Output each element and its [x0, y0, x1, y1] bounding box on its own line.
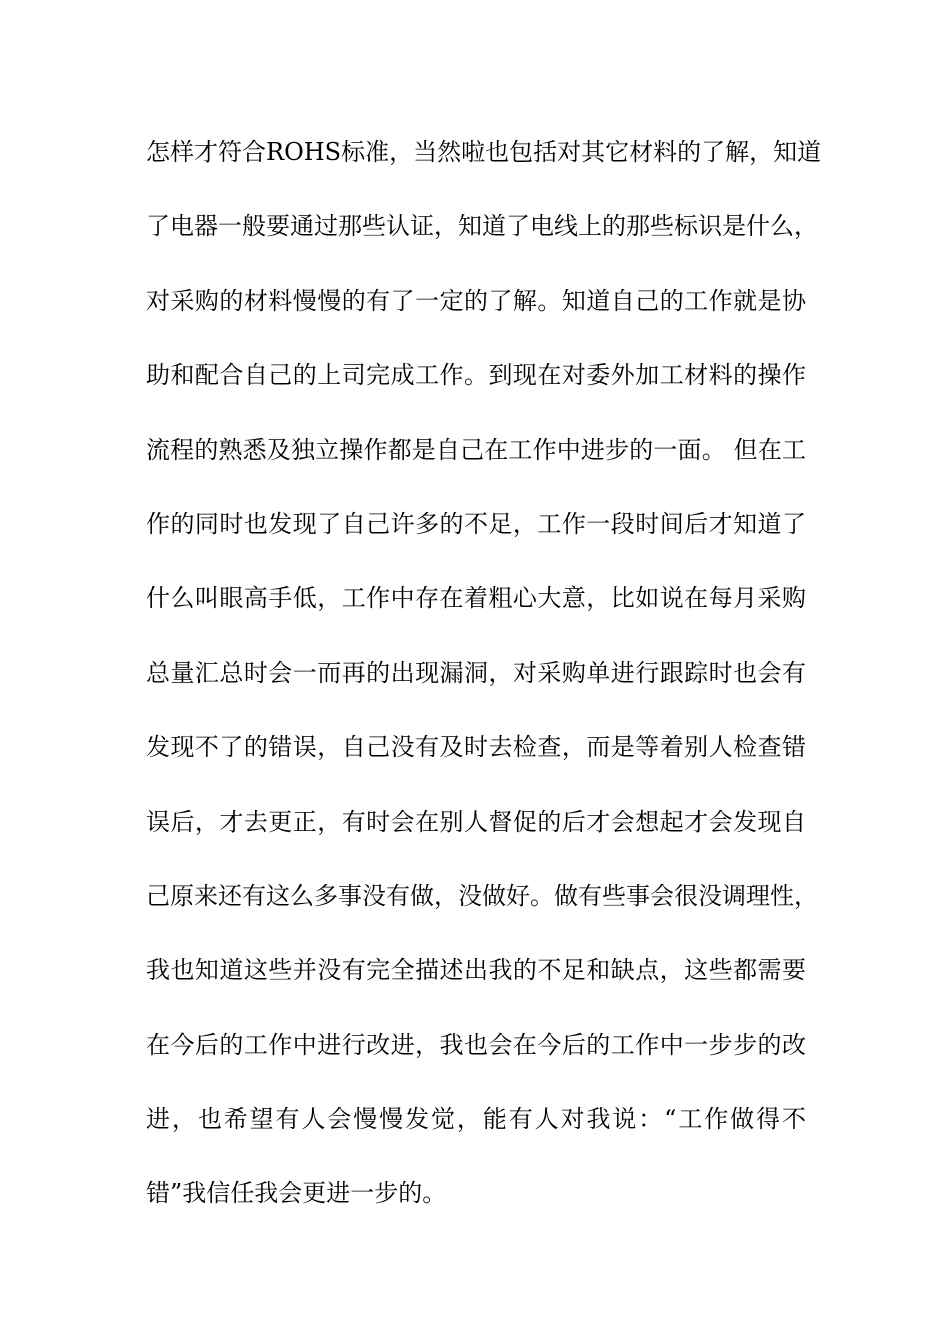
text-line-2: 了电器一般要通过那些认证，知道了电线上的那些标识是什么， — [146, 212, 818, 241]
text-line-9: 发现不了的错误，自己没有及时去检查，而是等着别人检查错 — [146, 733, 806, 762]
text-line-10: 误后，才去更正，有时会在别人督促的后才会想起才会发现自 — [146, 807, 806, 836]
text-line-13: 在今后的工作中进行改进，我也会在今后的工作中一步步的改 — [146, 1030, 806, 1059]
text-line-12: 我也知道这些并没有完全描述出我的不足和缺点，这些都需要 — [146, 956, 806, 985]
text-line-5: 流程的熟悉及独立操作都是自己在工作中进步的一面。 但在工 — [146, 435, 806, 464]
text-line-11: 己原来还有这么多事没有做，没做好。做有些事会很没调理性， — [146, 881, 818, 910]
text-line-1: 怎样才符合ROHS标准，当然啦也包括对其它材料的了解，知道 — [146, 138, 822, 166]
text-line-14: 进，也希望有人会慢慢发觉，能有人对我说：“工作做得不 — [146, 1105, 806, 1134]
text-line-3: 对采购的材料慢慢的有了一定的了解。知道自己的工作就是协 — [146, 286, 806, 315]
body-paragraph — [146, 128, 822, 1244]
text-line-15: 错”我信任我会更进一步的。 — [146, 1179, 447, 1208]
text-line-6: 作的同时也发现了自己许多的不足，工作一段时间后才知道了 — [146, 509, 806, 538]
text-line-7: 什么叫眼高手低，工作中存在着粗心大意，比如说在每月采购 — [146, 584, 806, 613]
text-line-4: 助和配合自己的上司完成工作。到现在对委外加工材料的操作 — [146, 361, 806, 390]
text-line-8: 总量汇总时会一而再的出现漏洞，对采购单进行跟踪时也会有 — [146, 658, 806, 687]
